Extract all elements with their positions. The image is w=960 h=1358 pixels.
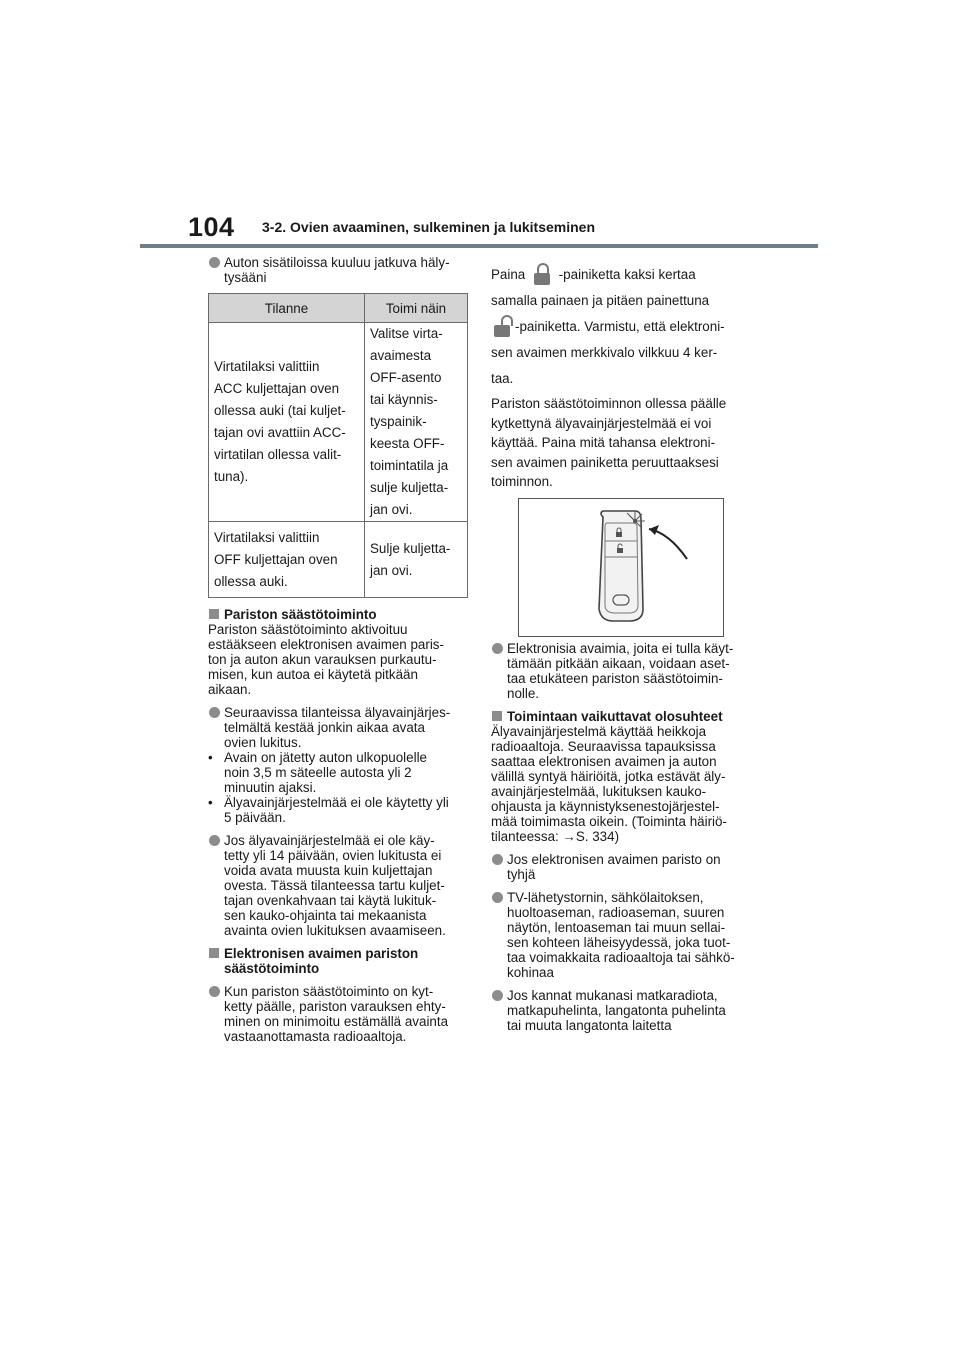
bullet-dot-icon bbox=[492, 854, 503, 865]
bullet-dot-icon bbox=[492, 990, 503, 1001]
bullet-battery-empty: Jos elektronisen avaimen paristo on tyhjä bbox=[491, 852, 755, 882]
table-cell-situation: Virtatilaksi valittiin ACC kuljettajan oven ollessa auki (tai kuljet- tajan ovi avattiin ACC- virtatilan ollessa valit- tuna). bbox=[209, 323, 365, 522]
bullet-alarm-text: Auton sisätiloissa kuuluu jatkuva häly-tysääni bbox=[224, 255, 450, 285]
section-square-icon bbox=[492, 711, 502, 721]
right-column bbox=[491, 262, 753, 492]
conditions-text: Älyavainjärjestelmä käyttää heikkoja radioaaltoja. Seuraavissa tapauksissa saattaa elektronisen avaimen ja auton välillä syntyä häiriöitä, jotka estävät äly- avainjärjestelmää, lukituksen kauko- ohjausta ja käynnistyksenestojärjestel- mää toimimasta oikein. (Toiminta häiriö- tilanteessa: →S. 334) bbox=[491, 724, 727, 844]
bullet-radio: Jos kannat mukanasi matkaradiota, matkapuhelinta, langatonta puhelinta tai muuta langatonta laitetta bbox=[491, 988, 755, 1033]
sub-item-distance: • Avain on jätetty auton ulkopuolelle noin 3,5 m säteelle autosta yli 2 minuutin ajaksi. bbox=[208, 750, 427, 795]
bullet-dot-icon bbox=[209, 707, 220, 718]
table-header-situation: Tilanne bbox=[209, 294, 365, 323]
bullet-14days: Jos älyavainjärjestelmää ei ole käy- tetty yli 14 päivään, ovien lukitusta ei voida avata muusta kuin kuljettajan ovesta. Tässä tilanteessa tartu kuljet- tajan ovenkahvaan tai käytä lukituk- sen kauko-ohjainta tai mekaanista avainta ovien lukituksen avaamiseen. bbox=[208, 833, 470, 938]
bullet-dot-icon bbox=[209, 257, 220, 268]
table-cell-situation: Virtatilaksi valittiin OFF kuljettajan oven ollessa auki. bbox=[209, 522, 365, 598]
right-lower bbox=[491, 641, 755, 1033]
table-header-action: Toimi näin bbox=[365, 294, 468, 323]
bullet-alarm bbox=[208, 255, 470, 285]
battery-saving-text: Pariston säästötoiminto aktivoituu estääkseen elektronisen avaimen paris- ton ja auton akun varauksen purkautu- misen, kun autoa ei käytetä pitkään aikaan. bbox=[208, 622, 444, 697]
elec-key-heading: Elektronisen avaimen pariston säästötoiminto bbox=[208, 946, 470, 976]
battery-saving-heading: Pariston säästötoiminto bbox=[208, 607, 470, 622]
bullet-dot-icon bbox=[209, 835, 220, 846]
cancel-text: Pariston säästötoiminnon ollessa päälle kytkettynä älyavainjärjestelmää ei voi käyttää. Paina mitä tahansa elektroni- sen avaimen painiketta peruuttaaksesi toiminnon. bbox=[491, 396, 727, 489]
section-title: 3-2. Ovien avaaminen, sulkeminen ja lukitseminen bbox=[262, 219, 596, 235]
table-cell-action: Sulje kuljetta- jan ovi. bbox=[365, 522, 468, 598]
table-header-row bbox=[209, 294, 468, 323]
section-square-icon bbox=[209, 948, 219, 958]
smart-key-illustration bbox=[518, 498, 724, 637]
bullet-unused: Elektronisia avaimia, joita ei tulla käyt- tämään pitkään aikaan, voidaan aset- taa etukäteen pariston säästötoimin- nolle. bbox=[491, 641, 755, 701]
table-row bbox=[209, 323, 468, 522]
conditions-heading: Toimintaan vaikuttavat olosuhteet bbox=[491, 709, 755, 724]
left-column bbox=[208, 255, 470, 1044]
table-cell-action: Valitse virta- avaimesta OFF-asento tai käynnis- tyspainik- keesta OFF- toimintatila ja sulje kuljetta- jan ovi. bbox=[365, 323, 468, 522]
bullet-situations: Seuraavissa tilanteissa älyavainjärjes- telmältä kestää jonkin aikaa avata ovien lukitus. bbox=[208, 705, 470, 750]
lock-icon bbox=[533, 263, 551, 285]
section-square-icon bbox=[209, 609, 219, 619]
situation-table bbox=[208, 293, 468, 598]
bullet-dot-icon bbox=[492, 892, 503, 903]
sub-item-5days: • Älyavainjärjestelmää ei ole käytetty yli 5 päivään. bbox=[208, 795, 449, 825]
smart-key-drawing bbox=[519, 499, 723, 636]
bullet-elec: Kun pariston säästötoiminto on kyt- ketty päälle, pariston varauksen ehty- minen on minimoitu estämällä avainta vastaanottamasta radioaaltoja. bbox=[208, 984, 470, 1044]
bullet-dot-icon bbox=[209, 986, 220, 997]
bullet-dot-icon bbox=[492, 643, 503, 654]
press-instructions: Paina -painiketta kaksi kertaa samalla painaen ja pitäen painettuna -painiketta. Varmistu, että elektroni- sen avaimen merkkivalo vilkkuu 4 ker- taa. bbox=[491, 262, 753, 392]
unlock-icon bbox=[493, 315, 511, 337]
header-rule bbox=[140, 244, 818, 248]
bullet-tv: TV-lähetystornin, sähkölaitoksen, huoltoaseman, radioaseman, suuren näytön, lentoaseman tai muun sellai- sen kohteen läheisyydessä, joka tuot- taa voimakkaita radioaaltoja tai sähkö- kohinaa bbox=[491, 890, 755, 980]
page-number: 104 bbox=[188, 212, 235, 242]
table-row bbox=[209, 522, 468, 598]
